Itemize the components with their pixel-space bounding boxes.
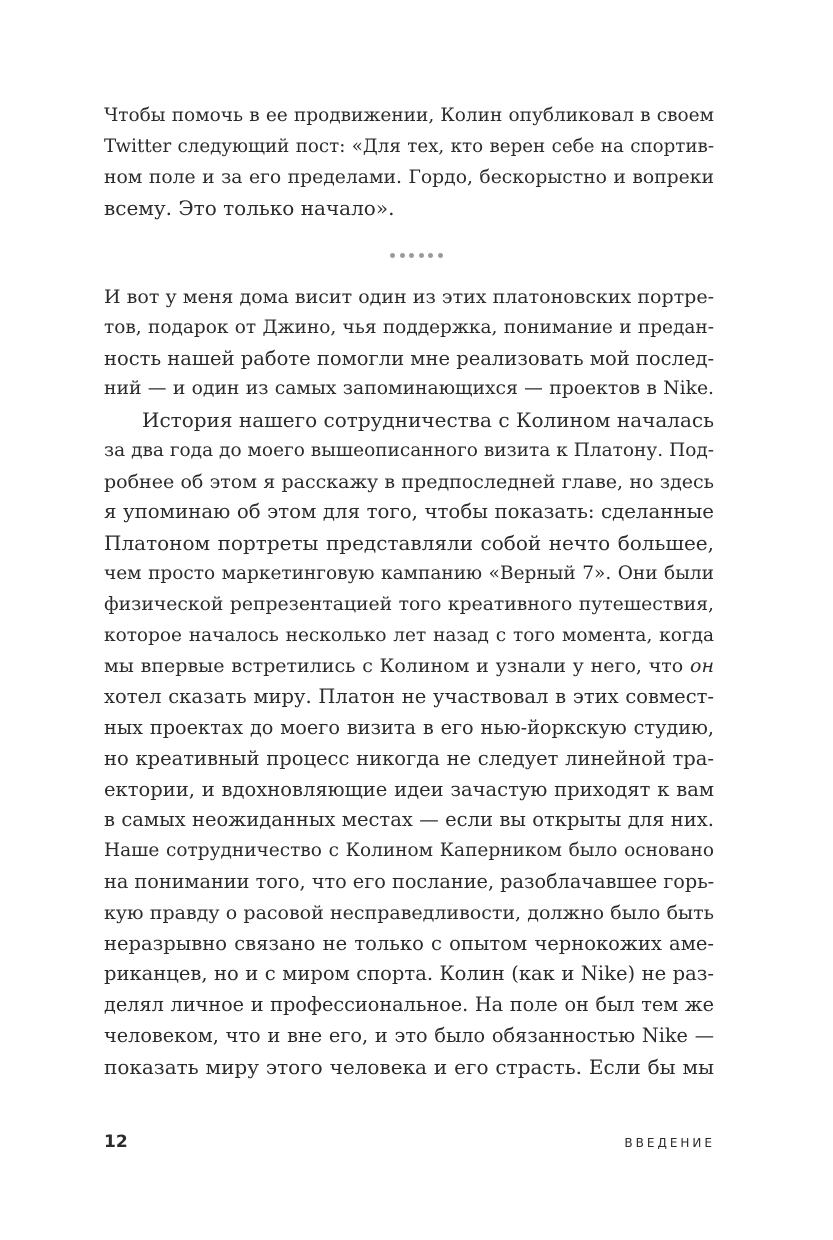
paragraph-3-line: хотел сказать миру. Платон не участвовал в этих совмест- bbox=[104, 685, 714, 709]
paragraph-3 bbox=[104, 405, 714, 1083]
section-separator bbox=[0, 250, 833, 262]
paragraph-1-line: всему. Это только начало». bbox=[104, 196, 395, 221]
paragraph-3-line: делял личное и профессиональное. На поле он был тем же bbox=[104, 993, 714, 1017]
paragraph-3-line: на понимании того, что его послание, разоблачавшее горь- bbox=[104, 869, 715, 893]
paragraph-3-line: Платоном портреты представляли собой нечто большее, bbox=[104, 531, 714, 556]
paragraph-2-line: ний — и один из самых запоминающихся — проектов в Nike. bbox=[104, 378, 714, 400]
paragraph-3-line: показать миру этого человека и его страсть. Если бы мы bbox=[104, 1054, 714, 1079]
paragraph-2-line: И вот у меня дома висит один из этих платоновских портре- bbox=[104, 286, 714, 308]
paragraph-3-line: риканцев, но и с миром спорта. Колин (как и Nike) не раз- bbox=[104, 962, 714, 986]
paragraph-3-line: кую правду о расовой несправедливости, должно было быть bbox=[104, 901, 714, 924]
paragraph-1 bbox=[104, 101, 714, 224]
paragraph-3-line: чем просто маркетинговую кампанию «Верный 7». Они были bbox=[104, 562, 714, 584]
separator-dot bbox=[438, 253, 443, 258]
paragraph-3-line: физической репрезентацией того креативного путешествия, bbox=[104, 593, 714, 615]
paragraph-3-line: в самых неожиданных местах — если вы открыты для них. bbox=[104, 808, 714, 832]
separator-dot bbox=[400, 253, 405, 258]
paragraph-3-line: которое началось несколько лет назад с того момента, когда bbox=[104, 624, 714, 646]
page-number: 12 bbox=[104, 1132, 128, 1152]
paragraph-3-line: робнее об этом я расскажу в предпоследней главе, но здесь bbox=[104, 470, 714, 493]
separator-dot bbox=[419, 253, 424, 258]
paragraph-3-line: я упоминаю об этом для того, чтобы показать: сделанные bbox=[104, 500, 714, 524]
paragraph-3-line: Наше сотрудничество с Колином Каперником было основано bbox=[104, 840, 714, 862]
paragraph-3-line: неразрывно связано не только с опытом чернокожих аме- bbox=[104, 931, 714, 955]
paragraph-2-line: тов, подарок от Джино, чья поддержка, понимание и предан- bbox=[104, 316, 714, 338]
separator-dot bbox=[409, 253, 414, 258]
paragraph-3-line: человеком, что и вне его, и это было обязанностью Nike — bbox=[104, 1023, 714, 1047]
paragraph-3-line-with-italic bbox=[104, 651, 714, 682]
paragraph-1-line: ном поле и за его пределами. Гордо, бескорыстно и вопреки bbox=[104, 166, 714, 188]
paragraph-3-line: История нашего сотрудничества с Колином началась bbox=[142, 408, 714, 432]
paragraph-3-line: но креативный процесс никогда не следует линейной тра- bbox=[104, 746, 714, 770]
running-header-section-title: ВВЕДЕНИЕ bbox=[624, 1136, 715, 1150]
paragraph-2-line: ность нашей работе помогли мне реализовать мой послед- bbox=[104, 346, 715, 370]
paragraph-1-line: Чтобы помочь в ее продвижении, Колин опубликовал в своем bbox=[104, 105, 714, 126]
line-text: мы впервые встретились с Колином и узнали у него, что bbox=[104, 655, 684, 678]
paragraph-3-line: ектории, и вдохновляющие идеи зачастую приходят к вам bbox=[104, 777, 714, 801]
separator-dot bbox=[428, 253, 433, 258]
separator-dot bbox=[390, 253, 395, 258]
paragraph-3-line: ных проектах до моего визита в его нью-йоркскую студию, bbox=[104, 715, 714, 739]
italic-word: он bbox=[690, 655, 714, 678]
paragraph-2 bbox=[104, 282, 714, 405]
paragraph-3-line: за два года до моего вышеописанного визита к Платону. Под- bbox=[104, 439, 714, 461]
paragraph-1-line: Twitter следующий пост: «Для тех, кто верен себе на спортив- bbox=[104, 135, 714, 157]
